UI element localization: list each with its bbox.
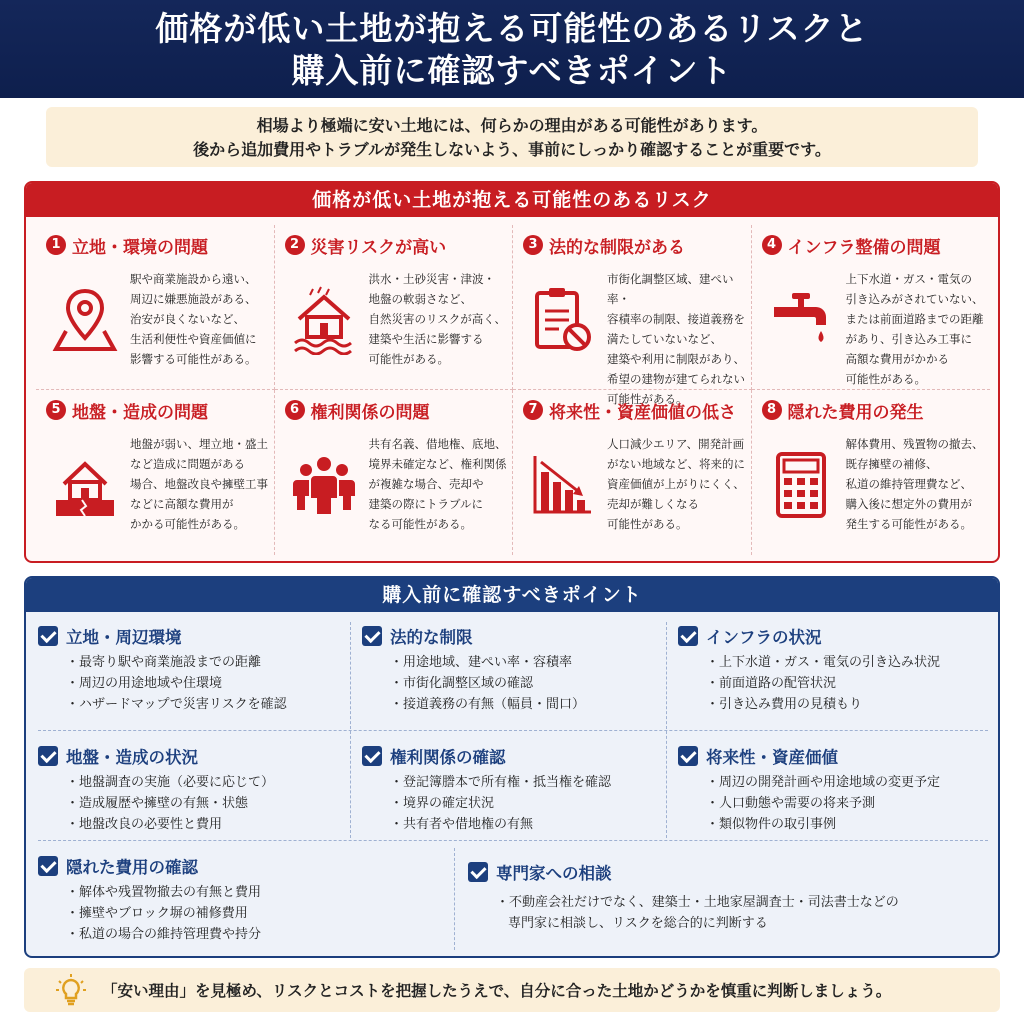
expert-item [468, 860, 988, 934]
check-point: ・ 地盤調査の実施（必要に応じて） [66, 772, 348, 793]
check-title: 隠れた費用の確認 [66, 858, 198, 877]
risk-title: インフラ整備の問題 [787, 237, 941, 258]
check-point: ・ 類似物件の取引事例 [706, 814, 994, 835]
check-point: ・ 私道の場合の維持管理費や持分 [66, 924, 448, 945]
check-point: ・ 市街化調整区域の確認 [390, 673, 662, 694]
check-point: ・ 周辺の用途地域や住環境 [66, 673, 348, 694]
checkbox-icon [468, 862, 488, 882]
risk-description: 上下水道・ガス・電気の 引き込みがされていない、 または前面道路までの距離 があり、引き込み工事に 高額な費用がかかる 可能性がある。 [845, 272, 984, 386]
check-title: 地盤・造成の状況 [66, 748, 198, 767]
checkbox-icon [678, 626, 698, 646]
check-item [362, 744, 662, 835]
footer-text: 「安い理由」を見極め、リスクとコストを把握したうえで、自分に合った土地かどうかを慎重に判断しましょう。 [102, 982, 892, 1000]
risk-title: 権利関係の問題 [310, 402, 430, 423]
risk-number: 4 [762, 235, 782, 255]
check-point: ・ 用途地域、建ぺい率・容積率 [390, 652, 662, 673]
risk-heading: 価格が低い土地が抱える可能性のあるリスク [26, 183, 998, 217]
risk-number: 5 [46, 400, 66, 420]
check-point: ・ 人口動態や需要の将来予測 [706, 793, 994, 814]
declining-chart-icon [529, 450, 595, 520]
check-heading: 購入前に確認すべきポイント [26, 578, 998, 612]
risk-item [513, 225, 752, 406]
check-point: ・ 前面道路の配管状況 [706, 673, 994, 694]
risk-number: 1 [46, 235, 66, 255]
risk-grid [36, 225, 990, 555]
risk-title: 地盤・造成の問題 [72, 402, 208, 423]
risk-number: 6 [285, 400, 305, 420]
expert-line2: 専門家に相談し、リスクを総合的に判断する [508, 916, 768, 931]
check-point: ・ 造成履歴や擁壁の有無・状態 [66, 793, 348, 814]
risk-item [752, 390, 991, 555]
intro-box [46, 107, 978, 167]
risk-number: 3 [523, 235, 543, 255]
check-point: ・ 接道義務の有無（幅員・間口） [390, 694, 662, 715]
risk-description: 洪水・土砂災害・津波・ 地盤の軟弱さなど、 自然災害のリスクが高く、 建築や生活に影響する 可能性がある。 [368, 272, 507, 366]
check-point: ・ 上下水道・ガス・電気の引き込み状況 [706, 652, 994, 673]
check-point: ・ ハザードマップで災害リスクを確認 [66, 694, 348, 715]
checkbox-icon [362, 626, 382, 646]
check-item [38, 624, 348, 715]
risk-description: 共有名義、借地権、底地、 境界未確定など、権利関係 が複雑な場合、売却や 建築の際にトラブルに なる可能性がある。 [368, 437, 507, 531]
page-title-line2: 購入前に確認すべきポイント [291, 51, 733, 90]
risk-item [36, 390, 275, 555]
risk-description: 解体費用、残置物の撤去、 既存擁壁の補修、 私道の維持管理費など、 購入後に想定外の費用が 発生する可能性がある。 [845, 437, 984, 531]
check-point: ・ 共有者や借地権の有無 [390, 814, 662, 835]
check-title: 将来性・資産価値 [706, 748, 838, 767]
check-title: 立地・周辺環境 [66, 628, 182, 647]
water-faucet-icon [768, 285, 834, 355]
checkbox-icon [38, 626, 58, 646]
check-point: ・ 登記簿謄本で所有権・抵当権を確認 [390, 772, 662, 793]
divider [38, 730, 988, 731]
check-title: 法的な制限 [390, 628, 473, 647]
checkbox-icon [38, 856, 58, 876]
intro-line1: 相場より極端に安い土地には、何らかの理由がある可能性があります。 [256, 116, 768, 135]
check-title: 専門家への相談 [496, 864, 612, 883]
risk-number: 8 [762, 400, 782, 420]
risk-panel [24, 181, 1000, 563]
check-point: ・ 引き込み費用の見積もり [706, 694, 994, 715]
divider [38, 840, 988, 841]
check-title: 権利関係の確認 [390, 748, 506, 767]
risk-item [36, 225, 275, 390]
check-point: ・ 最寄り駅や商業施設までの距離 [66, 652, 348, 673]
divider [454, 848, 455, 950]
map-pin-icon [52, 285, 118, 355]
check-point: ・ 境界の確定状況 [390, 793, 662, 814]
footer-note [24, 968, 1000, 1012]
risk-description: 駅や商業施設から遠い、 周辺に嫌悪施設がある、 治安が良くないなど、 生活利便性や資産価値に 影響する可能性がある。 [130, 272, 257, 366]
intro-line2: 後から追加費用やトラブルが発生しないよう、事前にしっかり確認することが重要です。 [193, 140, 831, 159]
page-header [0, 0, 1024, 98]
check-point: ・ 擁壁やブロック塀の補修費用 [66, 903, 448, 924]
risk-title: 法的な制限がある [549, 237, 685, 258]
risk-item [275, 225, 514, 390]
risk-title: 将来性・資産価値の低さ [549, 402, 736, 423]
check-point: ・ 解体や残置物撤去の有無と費用 [66, 882, 448, 903]
risk-description: 地盤が弱い、埋立地・盛土 など造成に問題がある 場合、地盤改良や擁壁工事 などに高額な費用が かかる可能性がある。 [130, 437, 268, 531]
risk-title: 立地・環境の問題 [72, 237, 208, 258]
check-point: ・ 周辺の開発計画や用途地域の変更予定 [706, 772, 994, 793]
risk-title: 隠れた費用の発生 [787, 402, 924, 423]
check-item [38, 854, 448, 945]
restricted-document-icon [529, 285, 595, 355]
check-item [362, 624, 662, 715]
risk-description: 市街化調整区域、建ぺい率・ 容積率の制限、接道義務を 満たしていないなど、 建築や利用に制限があり、 希望の建物が建てられない 可能性がある。 [607, 272, 745, 406]
people-group-icon [291, 450, 357, 520]
check-point: ・ 地盤改良の必要性と費用 [66, 814, 348, 835]
check-item [38, 744, 348, 835]
check-item [678, 624, 994, 715]
calculator-icon [768, 450, 834, 520]
light-bulb-icon [54, 973, 88, 1007]
expert-line1: ・不動産会社だけでなく、建築士・土地家屋調査士・司法書士などの [496, 895, 899, 910]
check-item [678, 744, 994, 835]
check-title: インフラの状況 [706, 628, 822, 647]
checkbox-icon [362, 746, 382, 766]
risk-number: 7 [523, 400, 543, 420]
risk-item [513, 390, 752, 555]
checkbox-icon [38, 746, 58, 766]
risk-item [752, 225, 991, 390]
checkbox-icon [678, 746, 698, 766]
flood-house-icon [291, 285, 357, 355]
page-title-line1: 価格が低い土地が抱える可能性のあるリスクと [155, 9, 869, 48]
risk-item [275, 390, 514, 555]
risk-description: 人口減少エリア、開発計画 がない地域など、将来的に 資産価値が上がりにくく、 売却が難しくなる 可能性がある。 [607, 437, 745, 531]
check-panel [24, 576, 1000, 958]
risk-title: 災害リスクが高い [310, 237, 447, 258]
cracked-ground-house-icon [52, 450, 118, 520]
risk-number: 2 [285, 235, 305, 255]
